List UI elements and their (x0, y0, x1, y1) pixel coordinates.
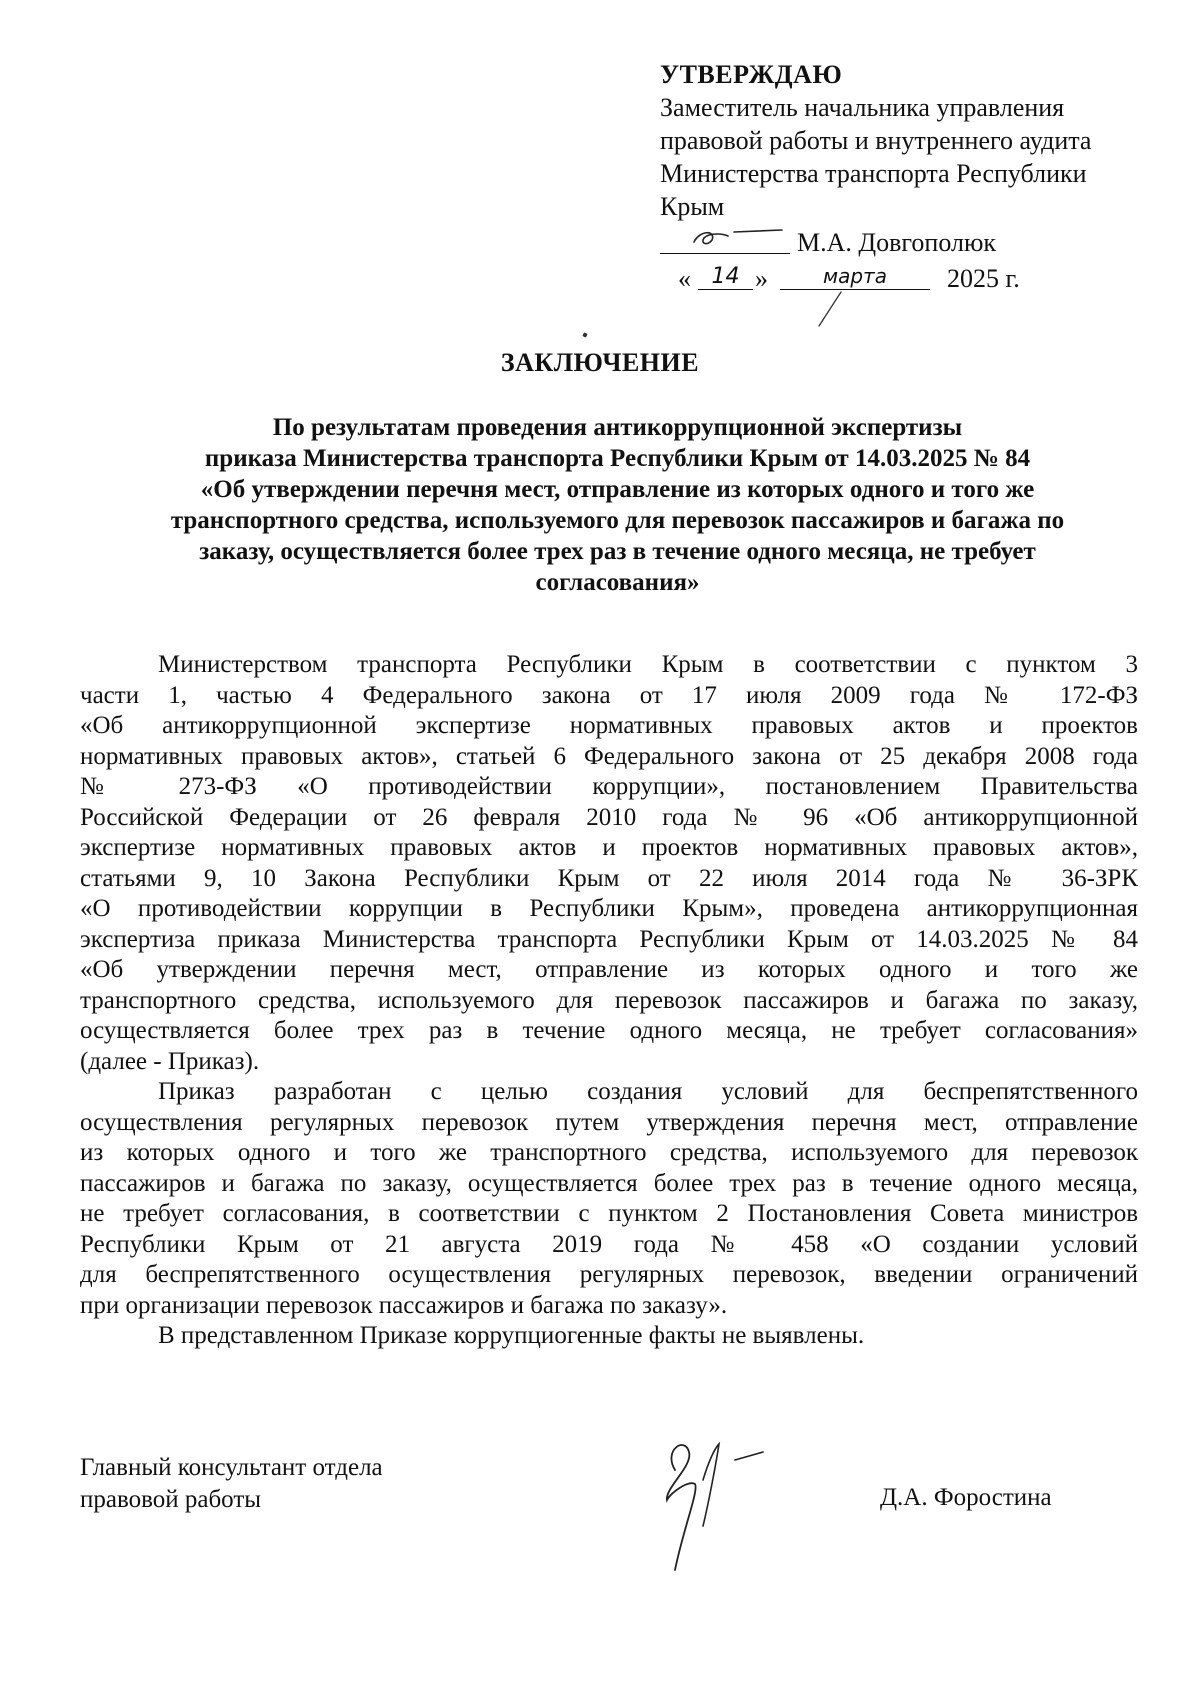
date-day: 14 (698, 260, 753, 290)
body-line: при организации перевозок пассажиров и багажа по заказу». (80, 1291, 728, 1319)
body-line: (далее - Приказ). (80, 1047, 260, 1075)
approval-position-line: Заместитель начальника управления (660, 93, 1065, 122)
date-quote-open: « (678, 264, 691, 293)
body-line: № 273-ФЗ «О противодействии коррупции», постановлением Правительства (80, 773, 1138, 800)
approval-heading: УТВЕРЖДАЮ (660, 60, 843, 89)
subtitle-line: заказу, осуществляется более трех раз в течение одного месяца, не требует (199, 538, 1036, 565)
body-line: экспертизе нормативных правовых актов и проектов нормативных правовых актов», (80, 834, 1138, 861)
body-line: нормативных правовых актов», статьей 6 Федерального закона от 25 декабря 2008 года (80, 742, 1138, 770)
body-line: «Об утверждении перечня мест, отправление из которых одного и того же (80, 956, 1138, 983)
date-month: марта (780, 260, 930, 290)
date-year: 2025 г. (947, 264, 1020, 293)
paragraph-1 (80, 650, 1138, 1077)
date-pen-stroke (815, 290, 845, 330)
paragraph-3 (80, 1321, 1138, 1352)
body-line: Приказ разработан с целью создания условий для беспрепятственного (158, 1078, 1138, 1105)
signer-position (80, 1452, 383, 1516)
document-subtitle (100, 412, 1135, 598)
approval-signature-line (660, 226, 1160, 259)
handwritten-signature (645, 1430, 795, 1580)
body-line: осуществления регулярных перевозок путем утверждения перечня мест, отправление (80, 1108, 1138, 1136)
body-line: Республики Крым от 21 августа 2019 года № 458 «О создании условий (80, 1230, 1138, 1258)
body-line: В представленном Приказе коррупциогенные факты не выявлены. (158, 1322, 865, 1349)
document-title: ЗАКЛЮЧЕНИЕ (500, 348, 700, 377)
body-line: «Об антикоррупционной экспертизе нормативных правовых актов и проектов (80, 712, 1138, 739)
body-line: Министерством транспорта Республики Крым в соответствии с пунктом 3 (158, 651, 1138, 678)
subtitle-line: приказа Министерства транспорта Республики Крым от 14.03.2025 № 84 (204, 445, 1031, 472)
approval-position-line: Министерства транспорта Республики (660, 159, 1087, 188)
document-body (80, 650, 1138, 1352)
body-line: Российской Федерации от 26 февраля 2010 года № 96 «Об антикоррупционной (80, 803, 1138, 831)
subtitle-line: транспортного средства, используемого для перевозок пассажиров и багажа по (170, 507, 1065, 534)
approval-date (660, 262, 1160, 295)
approval-block (660, 58, 1160, 295)
body-line: экспертиза приказа Министерства транспорта Республики Крым от 14.03.2025 № 84 (80, 925, 1138, 953)
body-line: осуществляется более трех раз в течение одного месяца, не требует согласования» (80, 1017, 1138, 1044)
body-line: из которых одного и того же транспортного средства, используемого для перевозок (80, 1139, 1138, 1166)
approval-signature-mark (690, 222, 790, 252)
body-line: не требует согласования, в соответствии с пунктом 2 Постановления Совета министров (80, 1200, 1138, 1227)
date-quote-close: » (755, 264, 768, 293)
signer-name: Д.А. Форостина (880, 1484, 1052, 1511)
signer-position-line: Главный консультант отдела (80, 1454, 383, 1481)
body-line: пассажиров и багажа по заказу, осуществляется более трех раз в течение одного месяца, (80, 1169, 1138, 1197)
approval-signatory: М.А. Довгополюк (797, 228, 997, 257)
signer-position-line: правовой работы (80, 1486, 262, 1513)
body-line: для беспрепятственного осуществления регулярных перевозок, введении ограничений (80, 1261, 1138, 1288)
signature-blank (660, 253, 790, 254)
approval-position-line: правовой работы и внутреннего аудита (660, 126, 1092, 155)
paragraph-2 (80, 1077, 1138, 1321)
body-line: транспортного средства, используемого для перевозок пассажиров и багажа по заказу, (80, 986, 1138, 1014)
body-line: части 1, частью 4 Федерального закона от 17 июля 2009 года № 172-ФЗ (80, 681, 1138, 709)
stray-mark (582, 332, 587, 337)
body-line: «О противодействии коррупции в Республики Крым», проведена антикоррупционная (80, 895, 1138, 922)
body-line: статьями 9, 10 Закона Республики Крым от 22 июля 2014 года № 36-ЗРК (80, 864, 1138, 892)
approval-position-line: Крым (660, 192, 725, 221)
subtitle-line: согласования» (535, 569, 700, 596)
subtitle-line: «Об утверждении перечня мест, отправление из которых одного и того же (200, 476, 1035, 503)
subtitle-line: По результатам проведения антикоррупционной экспертизы (272, 414, 963, 441)
